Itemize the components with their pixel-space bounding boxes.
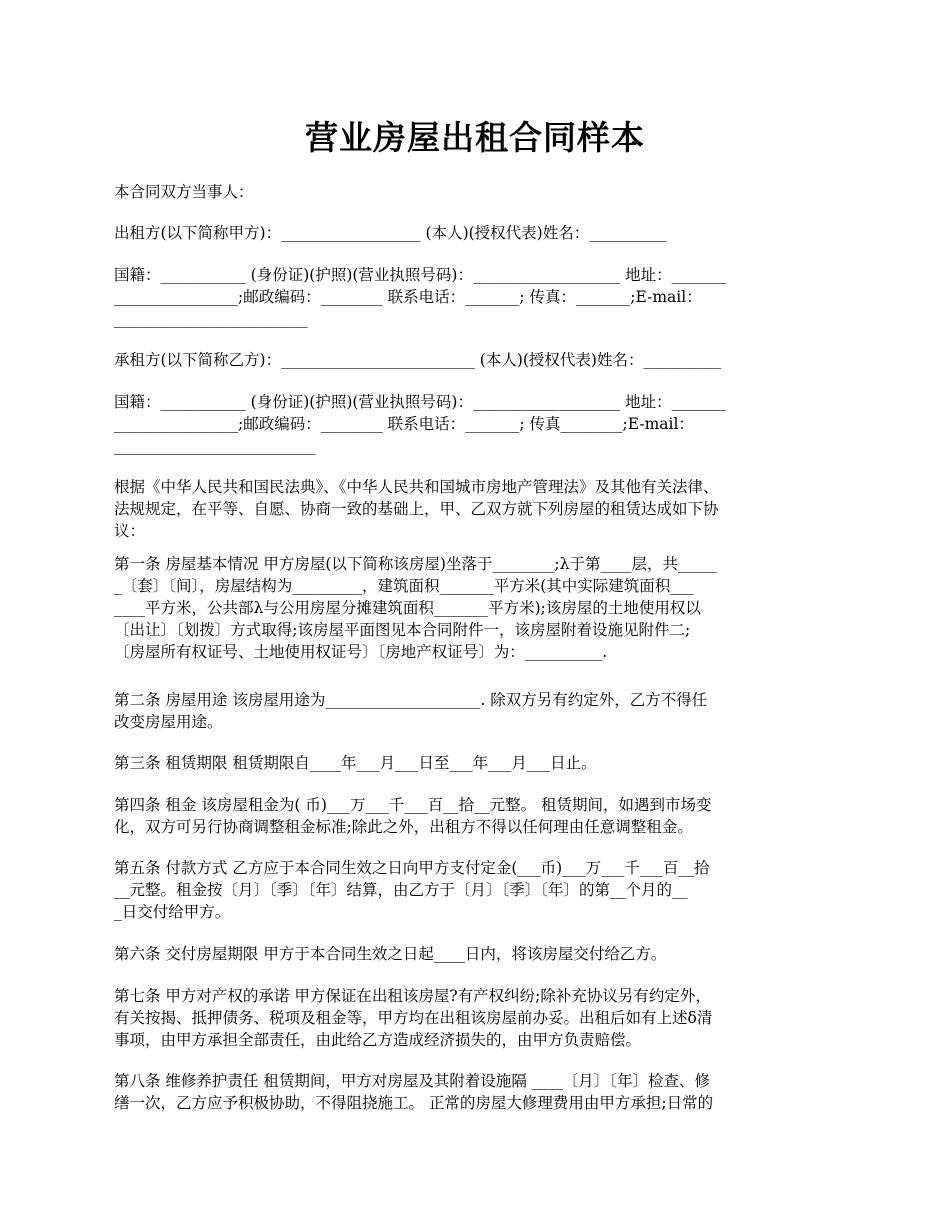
article-8: 第八条 维修养护责任 租赁期间，甲方对房屋及其附着设施隔 ____〔月〕〔年〕检查、修 缮一次，乙方应予积极协助，不得阻挠施工。 正常的房屋大修理费用由甲方承担;日常的 [114,1072,714,1112]
article-6: 第六条 交付房屋期限 甲方于本合同生效之日起____日内，将该房屋交付给乙方。 [114,945,667,963]
article-3: 第三条 租赁期限 租赁期限自____年___月___日至___年___月___日止。 [114,754,597,772]
article-4: 第四条 租金 该房屋租金为( 币)___万___千___百__拾__元整。 租赁期间，如遇到市场变 化，双方可另行协商调整租金标准;除此之外，出租方不得以任何理由任意调整租金。 [114,796,712,836]
preamble: 根据《中华人民共和国民法典》、《中华人民共和国城市房地产管理法》及其他有关法律、 法规规定，在平等、自愿、协商一致的基础上，甲、乙双方就下列房屋的租赁达成如下协 议： [114,478,719,540]
document-title: 营业房屋出租合同样本 [305,118,645,157]
article-5: 第五条 付款方式 乙方应于本合同生效之日向甲方支付定金(___币)___万___千___百__拾 __元整。租金按〔月〕〔季〕〔年〕结算，由乙方于〔月〕〔季〕〔年〕的第__个月的__ _日交付给甲方。 [114,859,710,921]
article-2: 第二条 房屋用途 该房屋用途为____________________. 除双方另有约定外，乙方不得任 改变房屋用途。 [114,691,708,731]
parties-intro: 本合同双方当事人： [114,183,254,201]
lessor-line: 出租方(以下简称甲方)：__________________ (本人)(授权代表)姓名：__________ [114,224,667,242]
article-7: 第七条 甲方对产权的承诺 甲方保证在出租该房屋?有产权纠纷;除补充协议另有约定外， 有关按揭、抵押债务、税项及租金等，甲方均在出租该房屋前办妥。出租后如有上述δ清 事项，由甲方承担全部责任，由此给乙方造成经济损失的，由甲方负责赔偿。 [114,987,713,1049]
lessee-details: 国籍：___________ (身份证)(护照)(营业执照号码)：___________________ 地址：_______ ________________;邮政编码：________ 联系电话：_______; 传真________;E-mail： __________________________ [114,393,726,455]
lessor-details: 国籍：___________ (身份证)(护照)(营业执照号码)：___________________ 地址：_______ ________________;邮政编码：________ 联系电话：_______; 传真：_______;E-mail： _________________________ [114,266,726,328]
lessee-line: 承租方(以下简称乙方)：_________________________ (本人)(授权代表)姓名：__________ [114,351,721,369]
article-1: 第一条 房屋基本情况 甲方房屋(以下简称该房屋)坐落于________;λ于第____层，共_____ _〔套〕〔间〕，房屋结构为_________，建筑面积_______平方米(其中实际建筑面积___ ____平方米，公共部λ与公用房屋分摊建筑面积_______平方米);该房屋的土地使用权以 〔出让〕〔划拨〕方式取得;该房屋平面图见本合同附件一，该房屋附着设施见附件二; 〔房屋所有权证号、土地使用权证号〕〔房地产权证号〕为：__________. [114,555,717,661]
